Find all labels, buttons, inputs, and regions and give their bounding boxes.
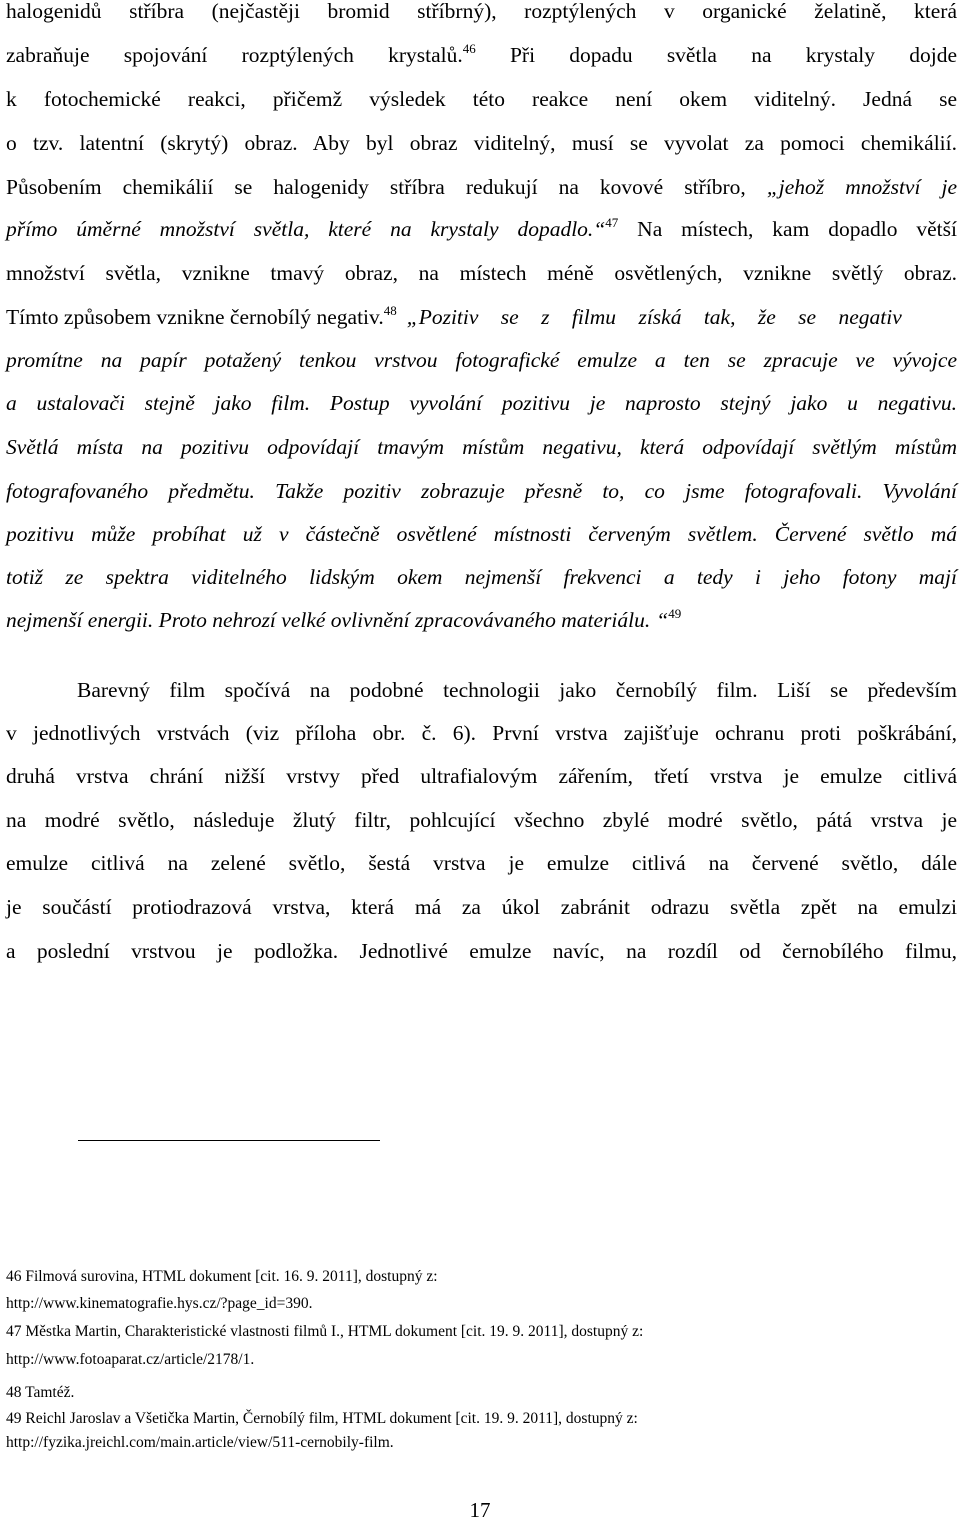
page-number: 17 — [469, 1498, 491, 1522]
footnote-ref-46: 46 — [462, 41, 476, 56]
paragraph-line: o tzv. latentní (skrytý) obraz. Aby byl obraz viditelný, musí se vyvolat za pomoci chemikálií. — [6, 131, 957, 155]
footnote-46-url[interactable]: http://www.kinematografie.hys.cz/?page_id=390. — [6, 1295, 313, 1312]
paragraph-line: Tímto způsobem vznikne černobílý negativ.$^{48}$„Pozitiv se z filmu získá tak, že se negativ — [6, 303, 902, 329]
footnote-46: 46 Filmová surovina, HTML dokument [cit. 16. 9. 2011], dostupný z: — [6, 1268, 438, 1285]
paragraph-line: promítne na papír potažený tenkou vrstvou fotografické emulze a ten se zpracuje ve vývojce — [6, 348, 957, 372]
footnote-ref-48: 48 — [383, 303, 397, 318]
paragraph-line: fotografovaného předmětu. Takže pozitiv zobrazuje přesně to, co jsme fotografovali. Vyvolání — [6, 479, 957, 503]
paragraph-line: přímo úměrné množství světla, které na krystaly dopadlo.“$^{47}$ Na místech, kam dopadlo větší — [6, 215, 957, 241]
paragraph-line: množství světla, vznikne tmavý obraz, na místech méně osvětlených, vznikne světlý obraz. — [6, 261, 957, 285]
paragraph-line: v jednotlivých vrstvách (viz příloha obr. č. 6). První vrstva zajišťuje ochranu proti poškrábání, — [6, 721, 957, 745]
paragraph-line: zabraňuje spojování rozptýlených krystalů.$^{46}$ Při dopadu světla na krystaly dojde — [6, 41, 957, 67]
paragraph-line: Světlá místa na pozitivu odpovídají tmavým místům negativu, která odpovídají světlým místům — [6, 435, 957, 459]
paragraph-line: Působením chemikálií se halogenidy stříbra redukují na kovové stříbro, „jehož množství je — [6, 175, 958, 199]
paragraph-line: na modré světlo, následuje žlutý filtr, pohlcující všechno zbylé modré světlo, pátá vrstva je — [6, 808, 957, 832]
paragraph-line: halogenidů stříbra (nejčastěji bromid stříbrný), rozptýlených v organické želatině, která — [6, 0, 957, 23]
paragraph-line: a poslední vrstvou je podložka. Jednotlivé emulze navíc, na rozdíl od černobílého filmu, — [6, 939, 957, 963]
footnote-ref-49: 49 — [668, 606, 682, 621]
paragraph-line: je součástí protiodrazová vrstva, která má za úkol zabránit odrazu světla zpět na emulzi — [6, 895, 957, 919]
paragraph-line: totiž ze spektra viditelného lidským okem nejmenší frekvenci a tedy i jeho fotony mají — [6, 565, 957, 589]
paragraph-line: Barevný film spočívá na podobné technologii jako černobílý film. Liší se především — [77, 678, 957, 702]
footnote-ref-47: 47 — [605, 215, 619, 230]
footnote-47-url[interactable]: http://www.fotoaparat.cz/article/2178/1. — [6, 1351, 255, 1368]
paragraph-line: druhá vrstva chrání nižší vrstvy před ultrafialovým zářením, třetí vrstva je emulze citlivá — [6, 764, 957, 788]
paragraph-line: pozitivu může probíhat už v částečně osvětlené místnosti červeným světlem. Červené světlo má — [6, 522, 957, 546]
footnote-48: 48 Tamtéž. — [6, 1384, 75, 1401]
paragraph-line: emulze citlivá na zelené světlo, šestá vrstva je emulze citlivá na červené světlo, dále — [6, 851, 957, 875]
paragraph-line: nejmenší energii. Proto nehrozí velké ovlivnění zpracovávaného materiálu. “$^{49}$ — [6, 606, 682, 632]
footnote-49: 49 Reichl Jaroslav a Všetička Martin, Černobílý film, HTML dokument [cit. 19. 9. 2011], dostupný z: — [6, 1410, 638, 1427]
footnote-separator — [78, 1140, 380, 1141]
footnote-47: 47 Městka Martin, Charakteristické vlastnosti filmů I., HTML dokument [cit. 19. 9. 2011], dostupný z: — [6, 1323, 644, 1340]
footnote-49-url[interactable]: http://fyzika.jreichl.com/main.article/view/511-cernobily-film. — [6, 1434, 394, 1451]
paragraph-line: a ustalovači stejně jako film. Postup vyvolání pozitivu je naprosto stejný jako u negativu. — [6, 391, 957, 415]
paragraph-line: k fotochemické reakci, přičemž výsledek této reakce není okem viditelný. Jedná se — [6, 87, 957, 111]
